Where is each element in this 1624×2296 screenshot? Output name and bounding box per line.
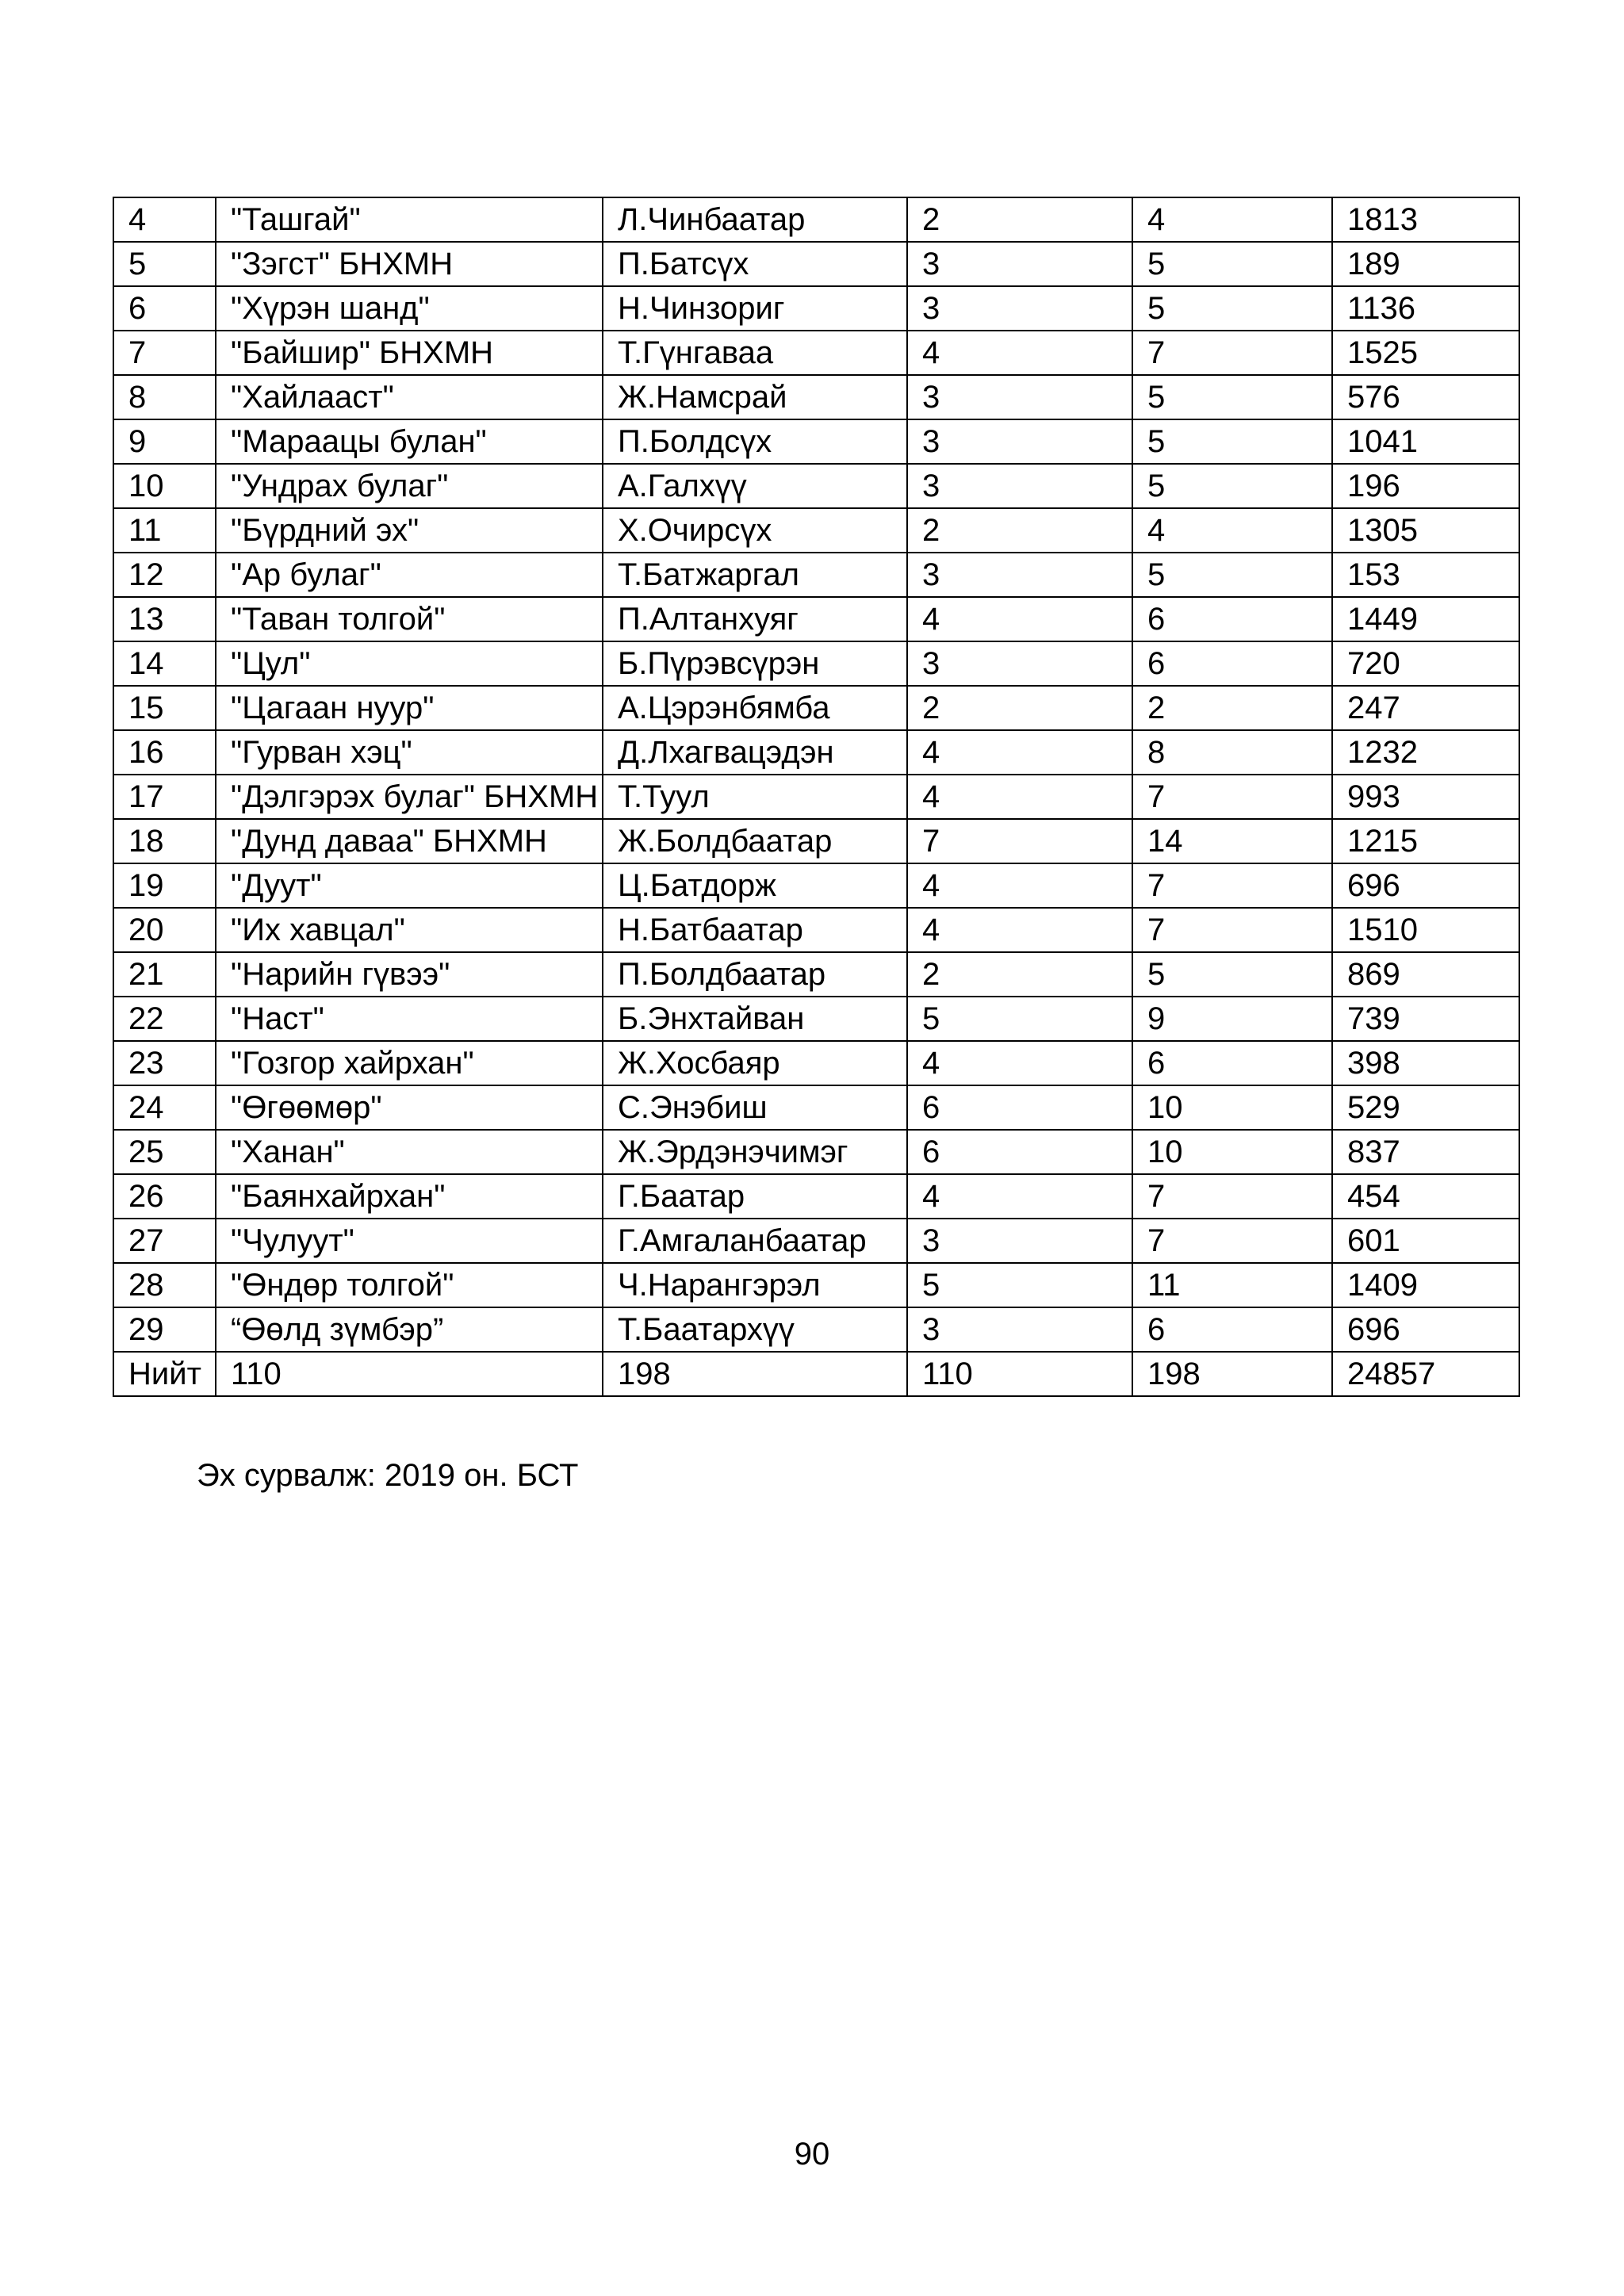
cell-leader: Г.Баатар bbox=[603, 1174, 907, 1219]
cell-name: "Баянхайрхан" bbox=[216, 1174, 603, 1219]
cell-a: 4 bbox=[907, 908, 1132, 952]
cell-leader: Г.Амгаланбаатар bbox=[603, 1219, 907, 1263]
cell-no: 16 bbox=[113, 730, 216, 775]
cell-name: "Хүрэн шанд" bbox=[216, 286, 603, 331]
cell-a: 5 bbox=[907, 1263, 1132, 1307]
cell-b: 5 bbox=[1132, 375, 1332, 419]
table-row bbox=[113, 775, 1519, 819]
cell-c: 398 bbox=[1332, 1041, 1519, 1085]
cell-a: 2 bbox=[907, 686, 1132, 730]
table-row bbox=[113, 1085, 1519, 1130]
cell-no: 24 bbox=[113, 1085, 216, 1130]
cell-no: 11 bbox=[113, 508, 216, 553]
cell-leader: А.Галхүү bbox=[603, 464, 907, 508]
cell-a: 4 bbox=[907, 331, 1132, 375]
cell-leader: Ч.Нарангэрэл bbox=[603, 1263, 907, 1307]
cell-b: 9 bbox=[1132, 997, 1332, 1041]
cell-no: 22 bbox=[113, 997, 216, 1041]
cell-name: "Хайлааст" bbox=[216, 375, 603, 419]
total-label: Нийт bbox=[113, 1352, 216, 1396]
cell-c: 720 bbox=[1332, 641, 1519, 686]
cell-c: 196 bbox=[1332, 464, 1519, 508]
table-row bbox=[113, 686, 1519, 730]
cell-no: 9 bbox=[113, 419, 216, 464]
cell-c: 1136 bbox=[1332, 286, 1519, 331]
cell-name: "Гозгор хайрхан" bbox=[216, 1041, 603, 1085]
cell-name: "Ар булаг" bbox=[216, 553, 603, 597]
cell-c: 454 bbox=[1332, 1174, 1519, 1219]
cell-b: 7 bbox=[1132, 863, 1332, 908]
cell-leader: Н.Чинзориг bbox=[603, 286, 907, 331]
cell-leader: Л.Чинбаатар bbox=[603, 197, 907, 242]
cell-name: "Зэгст" БНХМН bbox=[216, 242, 603, 286]
cell-name: "Дуут" bbox=[216, 863, 603, 908]
cell-leader: Б.Пүрэвсүрэн bbox=[603, 641, 907, 686]
cell-leader: Н.Батбаатар bbox=[603, 908, 907, 952]
cell-a: 3 bbox=[907, 464, 1132, 508]
cell-a: 4 bbox=[907, 597, 1132, 641]
cell-c: 1510 bbox=[1332, 908, 1519, 952]
cell-leader: Д.Лхагвацэдэн bbox=[603, 730, 907, 775]
cell-a: 7 bbox=[907, 819, 1132, 863]
cell-leader: П.Болдсүх bbox=[603, 419, 907, 464]
cell-c: 739 bbox=[1332, 997, 1519, 1041]
table-row bbox=[113, 331, 1519, 375]
cell-c: 1813 bbox=[1332, 197, 1519, 242]
cell-name: "Бүрдний эх" bbox=[216, 508, 603, 553]
cell-leader: Ж.Болдбаатар bbox=[603, 819, 907, 863]
cell-a: 3 bbox=[907, 242, 1132, 286]
cell-no: 15 bbox=[113, 686, 216, 730]
table-row bbox=[113, 1041, 1519, 1085]
cell-a: 4 bbox=[907, 863, 1132, 908]
cell-name: "Наст" bbox=[216, 997, 603, 1041]
cell-leader: А.Цэрэнбямба bbox=[603, 686, 907, 730]
cell-b: 11 bbox=[1132, 1263, 1332, 1307]
cell-no: 25 bbox=[113, 1130, 216, 1174]
cell-a: 4 bbox=[907, 775, 1132, 819]
cell-b: 5 bbox=[1132, 286, 1332, 331]
cell-name: "Гурван хэц" bbox=[216, 730, 603, 775]
cell-b: 6 bbox=[1132, 1041, 1332, 1085]
cell-no: 19 bbox=[113, 863, 216, 908]
cell-name: "Өндөр толгой" bbox=[216, 1263, 603, 1307]
table-row bbox=[113, 197, 1519, 242]
cell-no: 28 bbox=[113, 1263, 216, 1307]
cell-a: 3 bbox=[907, 375, 1132, 419]
cell-b: 5 bbox=[1132, 242, 1332, 286]
cell-c: 869 bbox=[1332, 952, 1519, 997]
cell-no: 27 bbox=[113, 1219, 216, 1263]
cell-c: 529 bbox=[1332, 1085, 1519, 1130]
cell-a: 3 bbox=[907, 553, 1132, 597]
cell-leader: Т.Батжаргал bbox=[603, 553, 907, 597]
table-row bbox=[113, 819, 1519, 863]
table-row bbox=[113, 1130, 1519, 1174]
cell-c: 993 bbox=[1332, 775, 1519, 819]
cell-no: 5 bbox=[113, 242, 216, 286]
cell-a: 3 bbox=[907, 1307, 1132, 1352]
cell-name: "Их хавцал" bbox=[216, 908, 603, 952]
cell-name: "Ханан" bbox=[216, 1130, 603, 1174]
total-cell-leader: 198 bbox=[603, 1352, 907, 1396]
table-row bbox=[113, 375, 1519, 419]
cell-no: 20 bbox=[113, 908, 216, 952]
cell-a: 6 bbox=[907, 1085, 1132, 1130]
cell-leader: Ж.Эрдэнэчимэг bbox=[603, 1130, 907, 1174]
cell-leader: Х.Очирсүх bbox=[603, 508, 907, 553]
cell-c: 1232 bbox=[1332, 730, 1519, 775]
cell-c: 696 bbox=[1332, 863, 1519, 908]
cell-leader: Т.Гүнгаваа bbox=[603, 331, 907, 375]
table-row bbox=[113, 952, 1519, 997]
table-row bbox=[113, 997, 1519, 1041]
cell-leader: Ж.Хосбаяр bbox=[603, 1041, 907, 1085]
source-note: Эх сурвалж: 2019 он. БСТ bbox=[197, 1458, 579, 1493]
cell-a: 4 bbox=[907, 1041, 1132, 1085]
cell-name: "Ташгай" bbox=[216, 197, 603, 242]
cell-a: 4 bbox=[907, 730, 1132, 775]
cell-leader: Т.Туул bbox=[603, 775, 907, 819]
table-row bbox=[113, 908, 1519, 952]
cell-b: 7 bbox=[1132, 775, 1332, 819]
cell-b: 6 bbox=[1132, 597, 1332, 641]
cell-name: "Мараацы булан" bbox=[216, 419, 603, 464]
cell-leader: С.Энэбиш bbox=[603, 1085, 907, 1130]
cell-no: 17 bbox=[113, 775, 216, 819]
cell-name: "Цагаан нуур" bbox=[216, 686, 603, 730]
cell-b: 5 bbox=[1132, 553, 1332, 597]
cell-name: "Чулуут" bbox=[216, 1219, 603, 1263]
table-row bbox=[113, 863, 1519, 908]
table-row bbox=[113, 286, 1519, 331]
cell-no: 13 bbox=[113, 597, 216, 641]
cell-name: "Өгөөмөр" bbox=[216, 1085, 603, 1130]
total-cell-c: 24857 bbox=[1332, 1352, 1519, 1396]
cell-no: 6 bbox=[113, 286, 216, 331]
table-total-row bbox=[113, 1352, 1519, 1396]
cell-no: 29 bbox=[113, 1307, 216, 1352]
cell-c: 247 bbox=[1332, 686, 1519, 730]
cell-a: 4 bbox=[907, 1174, 1132, 1219]
total-cell-b: 198 bbox=[1132, 1352, 1332, 1396]
total-cell-name: 110 bbox=[216, 1352, 603, 1396]
cell-name: "Байшир" БНХМН bbox=[216, 331, 603, 375]
cell-a: 3 bbox=[907, 641, 1132, 686]
table-row bbox=[113, 419, 1519, 464]
cell-no: 8 bbox=[113, 375, 216, 419]
table-row bbox=[113, 1307, 1519, 1352]
cell-a: 2 bbox=[907, 197, 1132, 242]
table-row bbox=[113, 464, 1519, 508]
cell-c: 1409 bbox=[1332, 1263, 1519, 1307]
cell-leader: П.Болдбаатар bbox=[603, 952, 907, 997]
cell-no: 12 bbox=[113, 553, 216, 597]
cell-no: 21 bbox=[113, 952, 216, 997]
cell-name: "Таван толгой" bbox=[216, 597, 603, 641]
page-number: 90 bbox=[794, 2137, 830, 2172]
cell-leader: П.Алтанхуяг bbox=[603, 597, 907, 641]
table-row bbox=[113, 641, 1519, 686]
cell-c: 1525 bbox=[1332, 331, 1519, 375]
cell-a: 3 bbox=[907, 1219, 1132, 1263]
cell-b: 14 bbox=[1132, 819, 1332, 863]
cell-no: 26 bbox=[113, 1174, 216, 1219]
cell-b: 5 bbox=[1132, 419, 1332, 464]
cell-b: 4 bbox=[1132, 197, 1332, 242]
cell-c: 837 bbox=[1332, 1130, 1519, 1174]
cell-a: 2 bbox=[907, 952, 1132, 997]
table-row bbox=[113, 1174, 1519, 1219]
total-cell-a: 110 bbox=[907, 1352, 1132, 1396]
cell-name: "Цул" bbox=[216, 641, 603, 686]
cell-no: 23 bbox=[113, 1041, 216, 1085]
cell-leader: Б.Энхтайван bbox=[603, 997, 907, 1041]
table-row bbox=[113, 508, 1519, 553]
cell-c: 576 bbox=[1332, 375, 1519, 419]
cell-a: 3 bbox=[907, 419, 1132, 464]
cell-no: 7 bbox=[113, 331, 216, 375]
cell-a: 5 bbox=[907, 997, 1132, 1041]
cell-a: 3 bbox=[907, 286, 1132, 331]
table-body bbox=[113, 197, 1519, 1396]
cell-leader: Т.Баатархүү bbox=[603, 1307, 907, 1352]
cell-b: 10 bbox=[1132, 1130, 1332, 1174]
table-row bbox=[113, 1219, 1519, 1263]
cell-b: 7 bbox=[1132, 331, 1332, 375]
cell-c: 1041 bbox=[1332, 419, 1519, 464]
cell-leader: Ц.Батдорж bbox=[603, 863, 907, 908]
cell-b: 7 bbox=[1132, 1219, 1332, 1263]
cell-b: 8 bbox=[1132, 730, 1332, 775]
table-row bbox=[113, 597, 1519, 641]
cell-b: 2 bbox=[1132, 686, 1332, 730]
cell-b: 10 bbox=[1132, 1085, 1332, 1130]
cell-c: 696 bbox=[1332, 1307, 1519, 1352]
cell-b: 7 bbox=[1132, 1174, 1332, 1219]
cell-leader: П.Батсүх bbox=[603, 242, 907, 286]
cell-name: "Дунд даваа" БНХМН bbox=[216, 819, 603, 863]
cell-name: “Өөлд зүмбэр” bbox=[216, 1307, 603, 1352]
cell-b: 6 bbox=[1132, 1307, 1332, 1352]
table-row bbox=[113, 553, 1519, 597]
cell-name: "Дэлгэрэх булаг" БНХМН bbox=[216, 775, 603, 819]
cell-c: 601 bbox=[1332, 1219, 1519, 1263]
cell-name: "Нарийн гүвээ" bbox=[216, 952, 603, 997]
cell-no: 10 bbox=[113, 464, 216, 508]
cell-b: 5 bbox=[1132, 952, 1332, 997]
table-row bbox=[113, 730, 1519, 775]
cell-c: 189 bbox=[1332, 242, 1519, 286]
cell-c: 153 bbox=[1332, 553, 1519, 597]
cell-leader: Ж.Намсрай bbox=[603, 375, 907, 419]
cell-b: 7 bbox=[1132, 908, 1332, 952]
cell-no: 14 bbox=[113, 641, 216, 686]
table-row bbox=[113, 1263, 1519, 1307]
cell-c: 1449 bbox=[1332, 597, 1519, 641]
table-row bbox=[113, 242, 1519, 286]
cell-no: 18 bbox=[113, 819, 216, 863]
cell-c: 1215 bbox=[1332, 819, 1519, 863]
data-table bbox=[113, 197, 1520, 1397]
cell-b: 5 bbox=[1132, 464, 1332, 508]
cell-a: 2 bbox=[907, 508, 1132, 553]
cell-b: 4 bbox=[1132, 508, 1332, 553]
cell-c: 1305 bbox=[1332, 508, 1519, 553]
cell-a: 6 bbox=[907, 1130, 1132, 1174]
cell-name: "Ундрах булаг" bbox=[216, 464, 603, 508]
cell-no: 4 bbox=[113, 197, 216, 242]
cell-b: 6 bbox=[1132, 641, 1332, 686]
